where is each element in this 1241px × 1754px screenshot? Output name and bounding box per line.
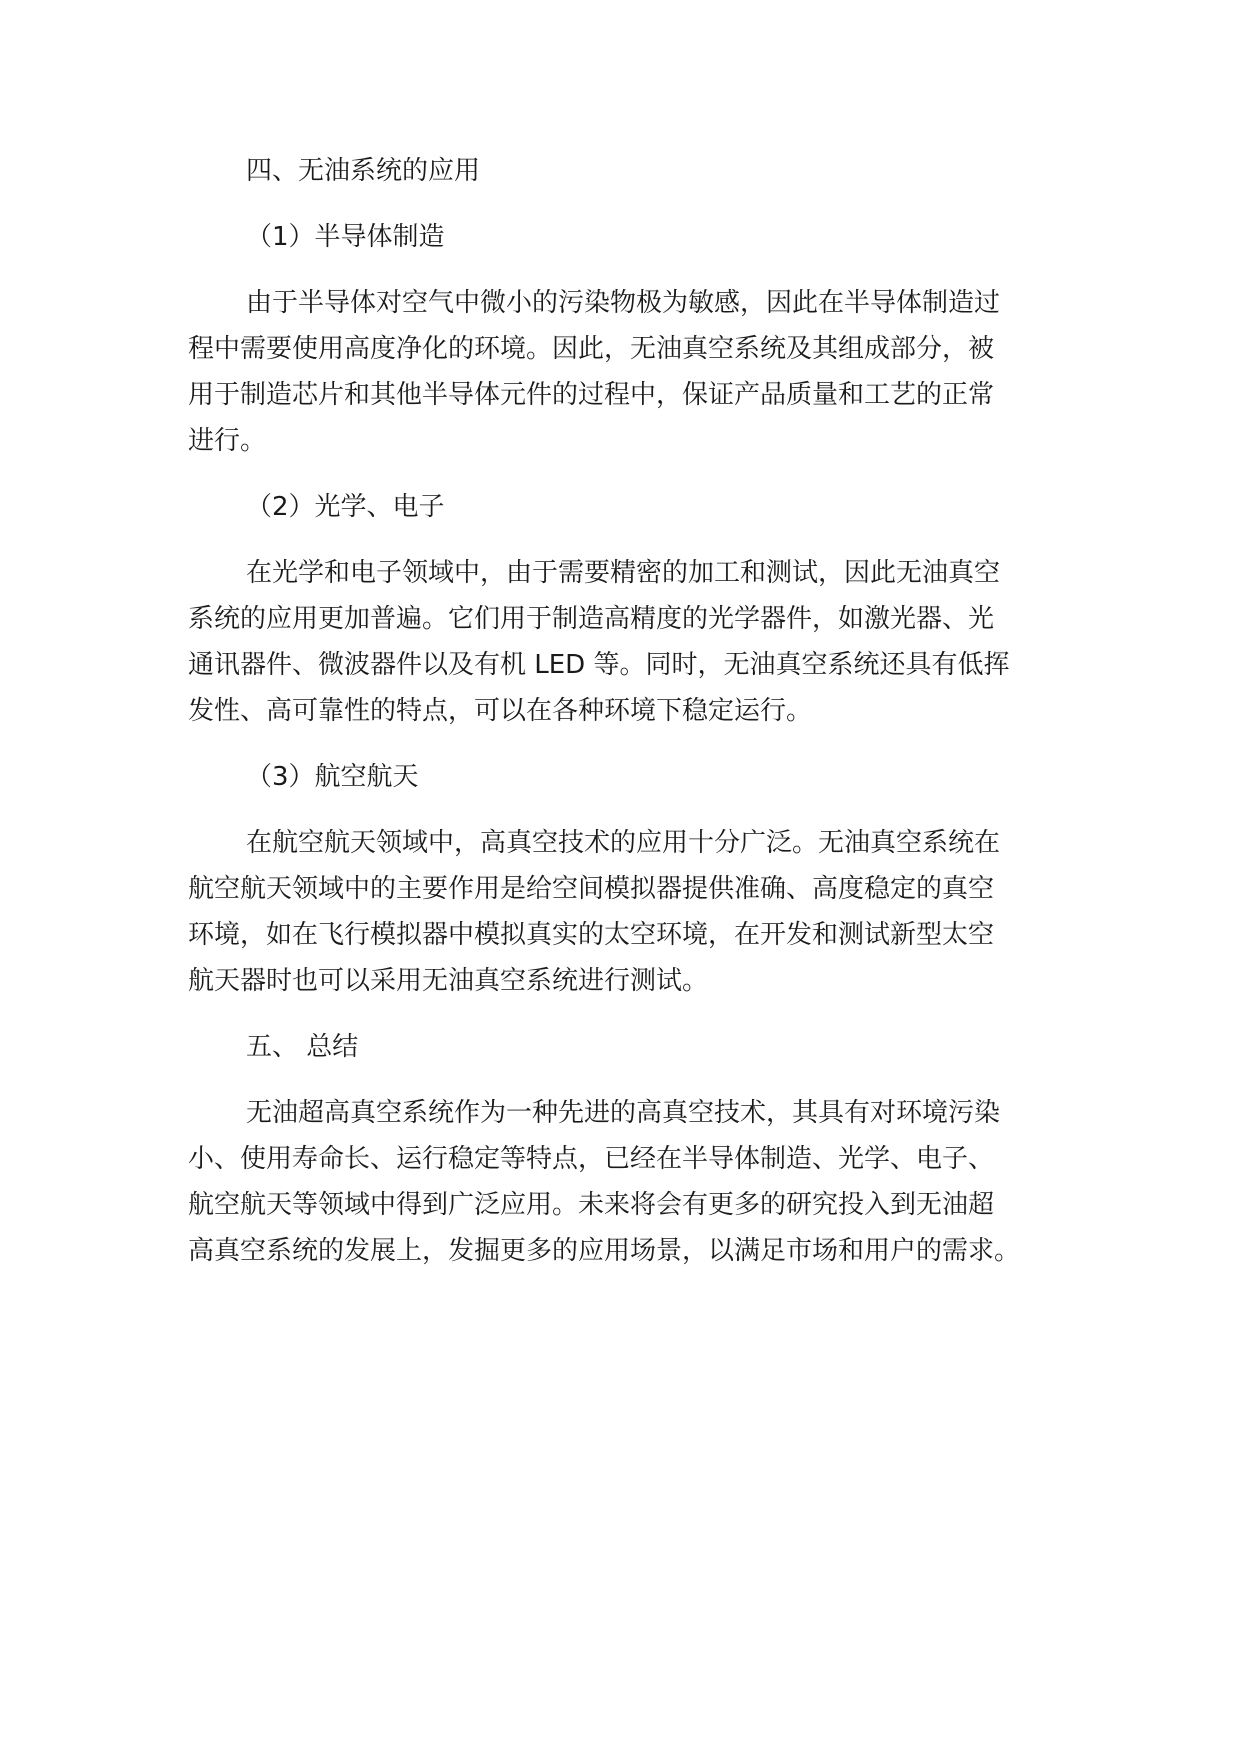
paragraph-line: 环境，如在飞行模拟器中模拟真实的太空环境，在开发和测试新型太空 <box>188 920 995 950</box>
paragraph-line: 进行。 <box>188 426 267 456</box>
paragraph-line: 航天器时也可以采用无油真空系统进行测试。 <box>188 966 709 996</box>
paragraph-line: 在光学和电子领域中，由于需要精密的加工和测试，因此无油真空 <box>246 558 1001 588</box>
section-5-paragraph <box>188 1090 1068 1274</box>
section-4-heading: 四、无油系统的应用 <box>246 156 481 186</box>
paragraph-line: 航空航天领域中的主要作用是给空间模拟器提供准确、高度稳定的真空 <box>188 874 995 904</box>
subsection-4-2-paragraph <box>188 550 1068 734</box>
paragraph-line: 系统的应用更加普遍。它们用于制造高精度的光学器件，如激光器、光 <box>188 604 995 634</box>
paragraph-line: 小、使用寿命长、运行稳定等特点，已经在半导体制造、光学、电子、 <box>188 1144 995 1174</box>
subsection-4-2-heading: （2）光学、电子 <box>246 492 445 522</box>
subsection-4-1-heading: （1）半导体制造 <box>246 222 445 252</box>
paragraph-line: 程中需要使用高度净化的环境。因此，无油真空系统及其组成部分，被 <box>188 334 995 364</box>
subsection-4-1-paragraph <box>188 280 1068 464</box>
paragraph-line: 由于半导体对空气中微小的污染物极为敏感，因此在半导体制造过 <box>246 288 1001 318</box>
paragraph-line: 航空航天等领域中得到广泛应用。未来将会有更多的研究投入到无油超 <box>188 1190 995 1220</box>
paragraph-line: 用于制造芯片和其他半导体元件的过程中，保证产品质量和工艺的正常 <box>188 380 995 410</box>
subsection-4-3-paragraph <box>188 820 1068 1004</box>
paragraph-line: 高真空系统的发展上，发掘更多的应用场景，以满足市场和用户的需求。 <box>188 1236 1021 1266</box>
paragraph-line: 发性、高可靠性的特点，可以在各种环境下稳定运行。 <box>188 696 813 726</box>
section-5-heading: 五、 总结 <box>246 1032 359 1062</box>
paragraph-line: 通讯器件、微波器件以及有机 LED 等。同时，无油真空系统还具有低挥 <box>188 650 1010 680</box>
paragraph-line: 无油超高真空系统作为一种先进的高真空技术，其具有对环境污染 <box>246 1098 1001 1128</box>
document-body <box>188 148 1068 1294</box>
paragraph-line: 在航空航天领域中，高真空技术的应用十分广泛。无油真空系统在 <box>246 828 1001 858</box>
subsection-4-3-heading: （3）航空航天 <box>246 762 419 792</box>
